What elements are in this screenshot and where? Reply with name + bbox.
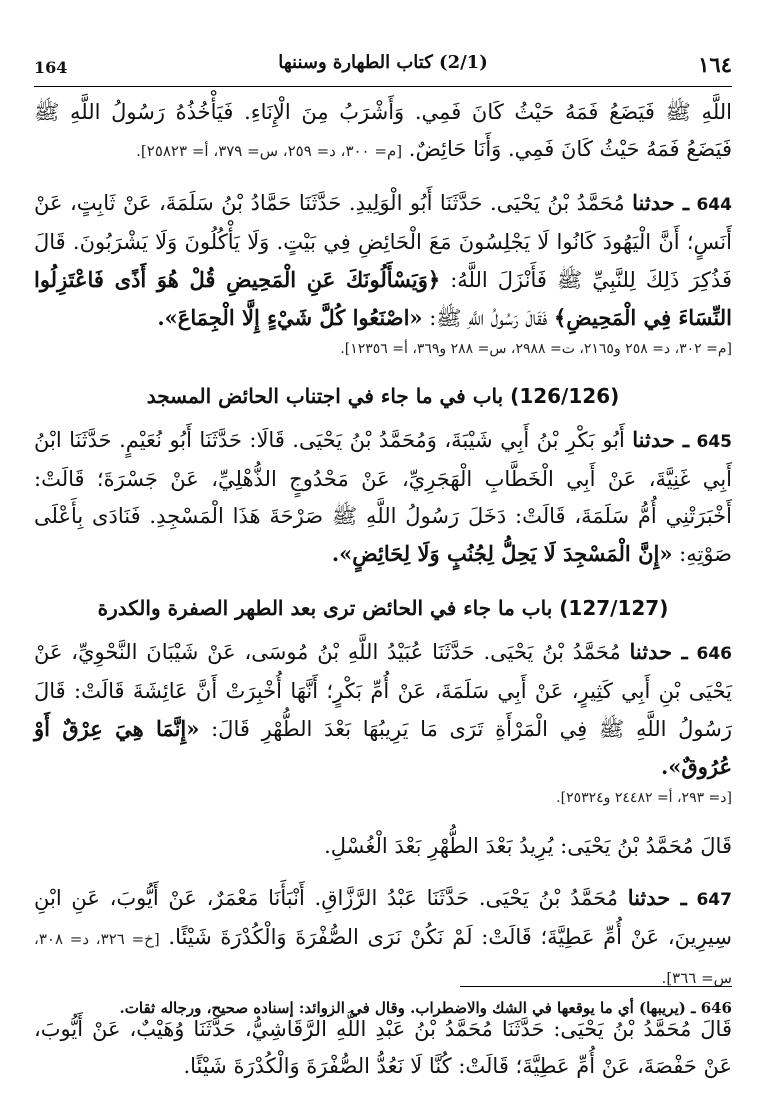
page-number-latin: 164 [34,58,68,77]
reference: [خ= ٣٢٦، د= ٣٠٨، س= ٣٦٦]. [34,930,732,987]
footnote-rule [460,986,732,987]
running-title: (2/1) كتاب الطهارة وسننها [278,52,488,73]
prophet-quote: «إِنَّمَا هِيَ عِرْقٌ أَوْ عُرُوقٌ». [34,716,732,779]
yahya-note-2 [34,1011,732,1085]
header-rule [34,86,732,87]
hadith-645 [34,421,732,573]
hadith-lead: ـ حدثنا [627,885,687,910]
paragraph-text: قَالَ مُحَمَّدُ بْنُ يَحْيَى: حَدَّثَنَا مُحَمَّدُ بْنُ عَبْدِ اللَّهِ الرَّقَاشِيُّ، حَدَّثَنَا وُهَيْبٌ، عَنْ أَيُّوبَ، عَنْ حَفْصَةَ، عَنْ أُمِّ عَطِيَّةَ؛ قَالَتْ: كُنَّا لَا نَعُدُّ الصُّفْرَةَ وَالْكُدْرَةَ شَيْئًا. [34,1017,732,1078]
page-body [34,94,732,1085]
prophet-quote: «اصْنَعُوا كُلَّ شَيْءٍ إِلَّا الْجِمَاعَ». [157,305,423,330]
hadith-number: 644 [696,195,732,215]
reference: [م= ٣٠٢، د= ٢٥٨ و٢١٦٥، ت= ٢٩٨٨، س= ٢٨٨ و٣٦٩، أ= ١٢٣٥٦]. [340,341,732,357]
reference: [د= ٢٩٣، أ= ٢٤٤٨٢ و٢٥٣٢٤]. [556,790,732,806]
hadith-647 [34,879,732,997]
continuation-paragraph [34,94,732,170]
hadith-644 [34,184,732,337]
hadith-number: 647 [696,890,732,910]
chapter-title: باب ما جاء في الحائض ترى بعد الطهر الصفرة والكدرة [97,596,553,620]
page-number-arabic: ١٦٤ [698,52,732,77]
hadith-text: مُحَمَّدُ بْنُ يَحْيَى. حَدَّثَنَا عُبَيْدُ اللَّهِ بْنُ مُوسَى، عَنْ شَيْبَانَ النَّحْوِيِّ، عَنْ يَحْيَى بْنِ أَبِي كَثِيرٍ، عَنْ أَبِي سَلَمَةَ، عَنْ أُمِّ بَكْرٍ؛ أَنَّهَا أُخْبِرَتْ أَنَّ عَائِشَةَ قَالَتْ: قَالَ رَسُولُ اللَّهِ ﷺ فِي الْمَرْأَةِ تَرَى مَا يَرِيبُهَا بَعْدَ الطُّهْرِ قَالَ: [34,640,732,741]
hadith-lead: ـ حدثنا [629,639,688,664]
chapter-heading-127 [34,591,732,625]
hadith-lead: ـ حدثنا [632,427,690,452]
chapter-number: (127/127) [559,596,669,620]
hadith-number: 646 [696,644,732,664]
hadith-text: مُحَمَّدُ بْنُ يَحْيَى. حَدَّثَنَا أَبُو الْوَلِيدِ. حَدَّثَنَا حَمَّادُ بْنُ سَلَمَةَ، عَنْ ثَابِتٍ، عَنْ أَنَسٍ؛ أَنَّ الْيَهُودَ كَانُوا لَا يَجْلِسُونَ مَعَ الْحَائِضِ فِي بَيْتٍ. وَلَا يَأْكُلُونَ وَلَا يَشْرَبُونَ. قَالَ فَذُكِرَ ذَلِكَ لِلنَّبِيِّ ﷺ فَأَنْزَلَ اللَّهُ: [34,191,732,292]
prophet-quote: «إِنَّ الْمَسْجِدَ لَا يَحِلُّ لِجُنُبٍ وَلَا لِحَائِضٍ». [331,541,673,566]
chapter-title: باب في ما جاء في اجتناب الحائض المسجد [146,384,504,408]
yahya-note-1 [34,828,732,865]
footnote: 646 ـ (يريبها) أي ما يوقعها في الشك والاضطراب. وقال في الزوائد: إسناده صحيح، ورجاله ثقات. [119,999,732,1017]
page-header [34,44,732,84]
hadith-number: 645 [696,432,732,452]
paragraph-text: اللَّهِ ﷺ فَيَضَعُ فَمَهُ حَيْثُ كَانَ فَمِي. وَأَشْرَبُ مِنَ الْإِنَاءِ. فَيَأْخُذُهُ رَسُولُ اللَّهِ ﷺ فَيَضَعُ فَمَهُ حَيْثُ كَانَ فَمِي. وَأَنَا حَائِضٌ. [34,100,732,161]
hadith-text: أَبُو بَكْرِ بْنُ أَبِي شَيْبَةَ، وَمُحَمَّدُ بْنُ يَحْيَى. قَالَا: حَدَّثَنَا أَبُو نُعَيْمٍ. حَدَّثَنَا ابْنُ أَبِي غَنِيَّةَ، عَنْ أَبِي الْخَطَّابِ الْهَجَرِيِّ، عَنْ مَحْدُوجٍ الذُّهْلِيِّ، عَنْ جَسْرَةَ؛ قَالَتْ: أَخْبَرَتْنِي أُمُّ سَلَمَةَ، قَالَتْ: دَخَلَ رَسُولُ اللَّهِ ﷺ صَرْحَةَ هَذَا الْمَسْجِدِ. فَنَادَى بِأَعْلَى صَوْتِهِ: [34,428,732,566]
hadith-lead: ـ حدثنا [632,190,689,215]
hadith-text: مُحَمَّدُ بْنُ يَحْيَى. حَدَّثَنَا عَبْدُ الرَّزَّاقِ. أَنْبَأَنَا مَعْمَرٌ، عَنْ أَيُّوبَ، عَنِ ابْنِ سِيرِينَ، عَنْ أُمِّ عَطِيَّةَ؛ قَالَتْ: لَمْ نَكُنْ نَرَى الصُّفْرَةَ وَالْكُدْرَةَ شَيْئًا. [34,886,732,949]
chapter-number: (126/126) [510,384,620,408]
reference: [م= ٣٠٠، د= ٢٥٩، س= ٣٧٩، أ= ٢٥٨٢٣]. [136,142,403,160]
hadith-646 [34,633,732,786]
quran-quote: ﴿وَيَسْأَلُونَكَ عَنِ الْمَحِيضِ قُلْ هُوَ أَذًى فَاعْتَزِلُوا النِّسَاءَ فِي الْمَحِيضِ﴾ [34,267,732,330]
chapter-heading-126 [34,379,732,413]
paragraph-text: قَالَ مُحَمَّدُ بْنُ يَحْيَى: يُرِيدُ بَعْدَ الطُّهْرِ بَعْدَ الْغُسْلِ. [324,834,732,858]
hadith-text-2: فَقَالَ رَسُولُ اللَّهِ ﷺ: [429,306,548,330]
